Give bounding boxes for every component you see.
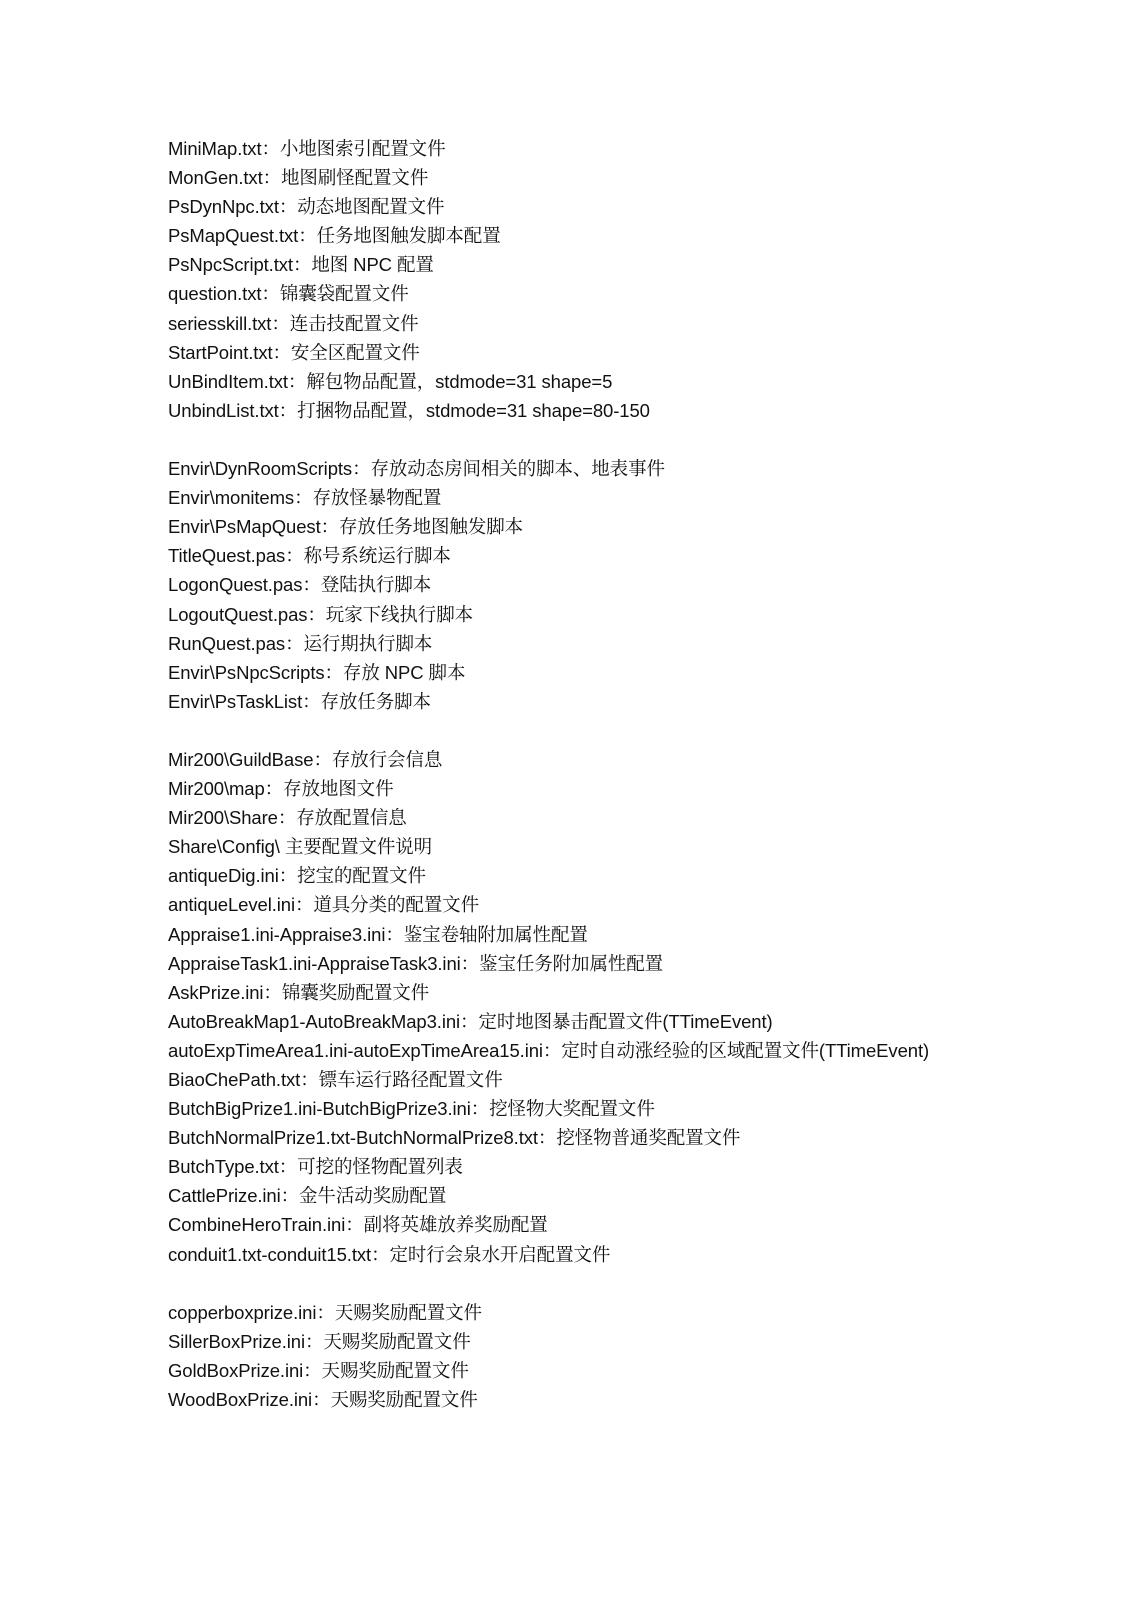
doc-line: question.txt：锦囊袋配置文件 (168, 283, 409, 305)
doc-line: Envir\PsTaskList：存放任务脚本 (168, 690, 431, 712)
doc-line: copperboxprize.ini：天赐奖励配置文件 (168, 1301, 482, 1323)
doc-line: Envir\PsNpcScripts：存放 NPC 脚本 (168, 661, 466, 683)
doc-line: RunQuest.pas：运行期执行脚本 (168, 632, 433, 654)
doc-line: GoldBoxPrize.ini：天赐奖励配置文件 (168, 1359, 469, 1381)
doc-line: autoExpTimeArea1.ini-autoExpTimeArea15.ini：定时自动涨经验的区域配置文件(TTimeEvent) (168, 1039, 930, 1061)
doc-line: antiqueDig.ini：挖宝的配置文件 (168, 865, 426, 887)
doc-line: PsDynNpc.txt：动态地图配置文件 (168, 196, 445, 218)
section-root-config-files (168, 134, 1108, 425)
section-mir200-share (168, 745, 1108, 1269)
doc-line: Mir200\map：存放地图文件 (168, 778, 394, 800)
doc-line: ButchNormalPrize1.txt-ButchNormalPrize8.txt：挖怪物普通奖配置文件 (168, 1127, 741, 1149)
doc-line: LogonQuest.pas：登陆执行脚本 (168, 574, 432, 596)
doc-line: antiqueLevel.ini：道具分类的配置文件 (168, 894, 479, 916)
doc-line: Envir\monitems：存放怪暴物配置 (168, 487, 442, 509)
section-gap (168, 425, 1108, 454)
section-box-prizes (168, 1298, 1108, 1414)
doc-line: AutoBreakMap1-AutoBreakMap3.ini：定时地图暴击配置文件(TTimeEvent) (168, 1010, 773, 1032)
doc-line: Mir200\Share：存放配置信息 (168, 807, 407, 829)
section-envir-scripts (168, 454, 1108, 716)
doc-line: MiniMap.txt：小地图索引配置文件 (168, 138, 446, 159)
doc-line: Envir\DynRoomScripts：存放动态房间相关的脚本、地表事件 (168, 458, 665, 480)
doc-line: AskPrize.ini：锦囊奖励配置文件 (168, 981, 430, 1003)
doc-line: StartPoint.txt：安全区配置文件 (168, 341, 420, 363)
doc-line: Share\Config\ 主要配置文件说明 (168, 836, 433, 858)
doc-line: PsNpcScript.txt：地图 NPC 配置 (168, 254, 434, 276)
doc-line: MonGen.txt：地图刷怪配置文件 (168, 167, 429, 189)
doc-line: SillerBoxPrize.ini：天赐奖励配置文件 (168, 1330, 471, 1352)
doc-line: PsMapQuest.txt：任务地图触发脚本配置 (168, 225, 501, 247)
section-gap (168, 1269, 1108, 1298)
doc-line: WoodBoxPrize.ini：天赐奖励配置文件 (168, 1389, 478, 1411)
doc-line: CombineHeroTrain.ini：副将英雄放养奖励配置 (168, 1214, 548, 1236)
doc-line: conduit1.txt-conduit15.txt：定时行会泉水开启配置文件 (168, 1243, 611, 1265)
doc-line: CattlePrize.ini：金牛活动奖励配置 (168, 1185, 447, 1207)
section-gap (168, 716, 1108, 745)
doc-line: BiaoChePath.txt：镖车运行路径配置文件 (168, 1069, 503, 1090)
document-page (168, 134, 1108, 1414)
doc-line: TitleQuest.pas：称号系统运行脚本 (168, 545, 451, 567)
doc-line: Mir200\GuildBase：存放行会信息 (168, 748, 443, 770)
doc-line: ButchType.txt：可挖的怪物配置列表 (168, 1156, 463, 1178)
doc-line: LogoutQuest.pas：玩家下线执行脚本 (168, 603, 474, 625)
doc-line: Appraise1.ini-Appraise3.ini：鉴宝卷轴附加属性配置 (168, 923, 588, 945)
doc-line: Envir\PsMapQuest：存放任务地图触发脚本 (168, 516, 524, 538)
doc-line: ButchBigPrize1.ini-ButchBigPrize3.ini：挖怪物大奖配置文件 (168, 1098, 655, 1120)
doc-line: UnbindList.txt：打捆物品配置，stdmode=31 shape=80-150 (168, 399, 650, 421)
doc-line: UnBindItem.txt：解包物品配置，stdmode=31 shape=5 (168, 370, 613, 392)
doc-line: AppraiseTask1.ini-AppraiseTask3.ini：鉴宝任务附加属性配置 (168, 952, 664, 974)
doc-line: seriesskill.txt：连击技配置文件 (168, 312, 419, 334)
